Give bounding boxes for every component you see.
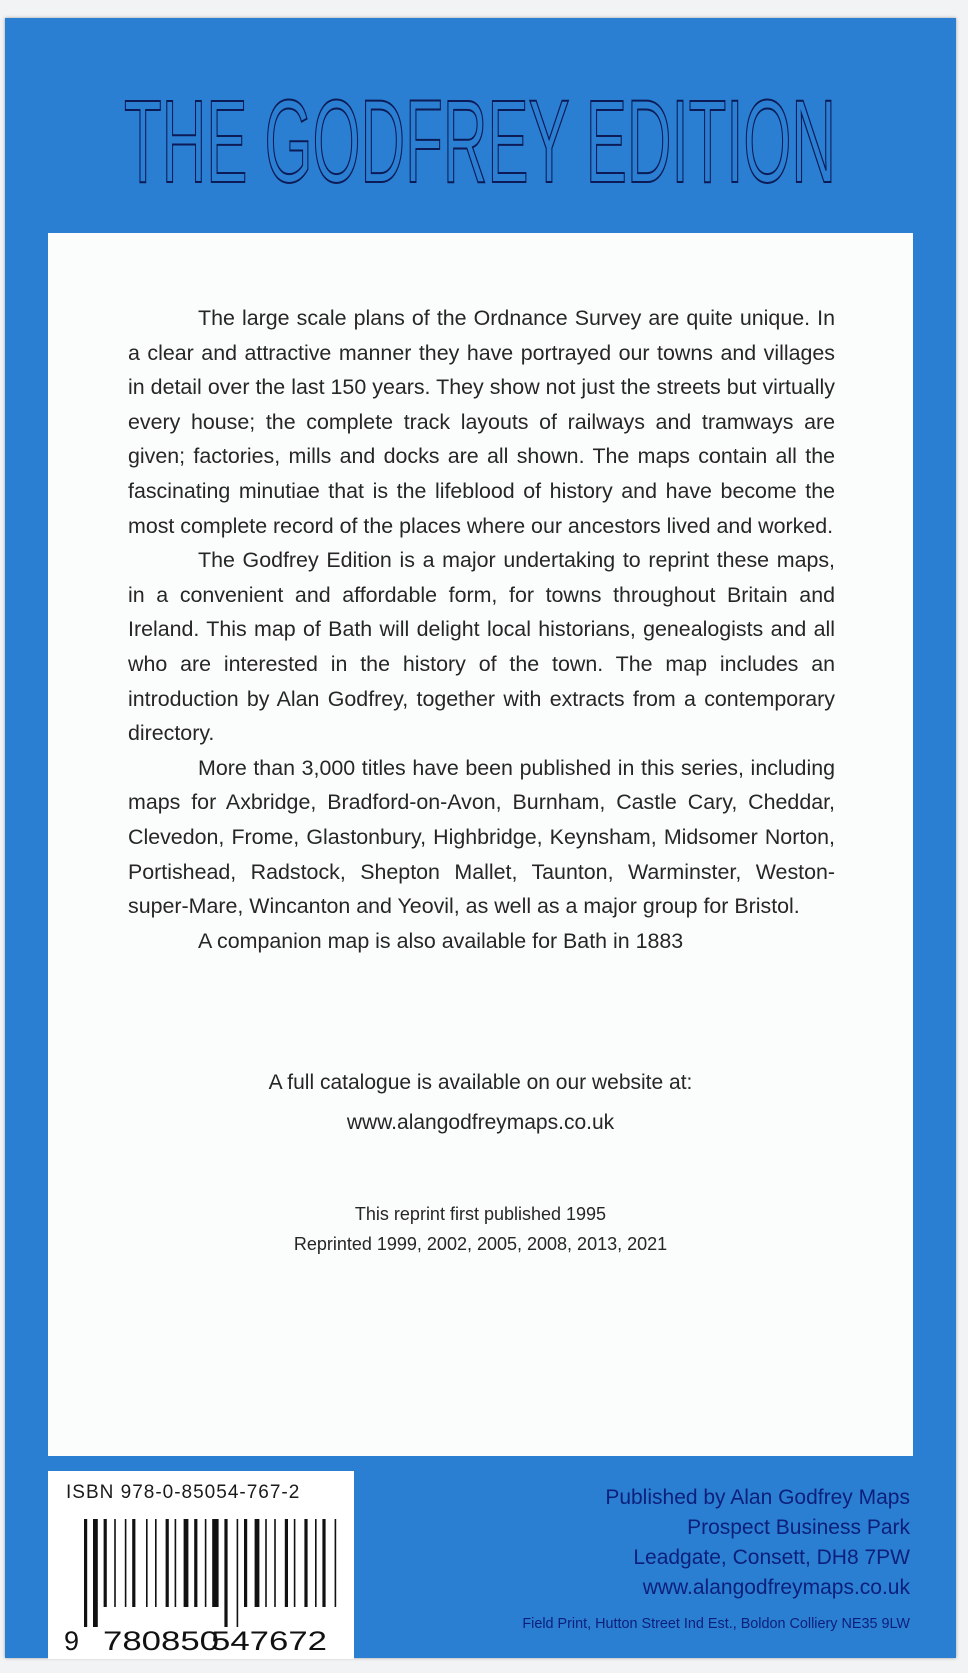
isbn-label: ISBN 978-0-85054-767-2: [66, 1482, 301, 1503]
barcode-bar: [93, 1519, 98, 1627]
barcode-bar: [237, 1519, 239, 1627]
isbn-barcode-box: [48, 1471, 354, 1659]
barcode: [48, 1513, 354, 1659]
edition-title-text: THE GODFREY EDITION: [124, 76, 836, 208]
barcode-bar: [255, 1519, 260, 1607]
publisher-name: Published by Alan Godfrey Maps: [605, 1486, 910, 1509]
barcode-bar: [205, 1519, 207, 1607]
catalogue-info: [48, 1063, 913, 1143]
barcode-digits-left: 780850: [103, 1626, 219, 1656]
barcode-bar: [294, 1519, 296, 1607]
paragraph-edition: The Godfrey Edition is a major undertaking to reprint these maps, in a convenient and affordable form, for towns throughout Britain and Ireland. This map of Bath will delight local historians, genealogists and all who are interested in the history of the town. The map includes an introduction by Alan Godfrey, together with extracts from a contemporary directory.: [128, 548, 835, 746]
barcode-bar: [175, 1519, 177, 1607]
paragraph-companion: A companion map is also available for Bath in 1883: [198, 928, 684, 953]
barcode-bar: [104, 1519, 107, 1607]
reprint-info: [48, 1199, 913, 1259]
barcode-bar: [335, 1519, 337, 1607]
barcode-bar: [304, 1519, 307, 1607]
barcode-bar: [274, 1519, 276, 1607]
barcode-digits-right: 547672: [211, 1626, 327, 1656]
first-published: This reprint first published 1995: [354, 1204, 607, 1224]
paragraph-series: More than 3,000 titles have been published in this series, including maps for Axbridge, Bradford-on-Avon, Burnham, Castle Cary, Cheddar, Clevedon, Frome, Glastonbury, Highbridge, Keynsham, Midsomer Norton, Portishead, Radstock, Shepton Mallet, Taunton, Warminster, Weston-super-Mare, Wincanton and Yeovil, as well as a major group for Bristol.: [128, 755, 835, 919]
barcode-bar: [244, 1519, 247, 1607]
barcode-bar: [166, 1519, 169, 1607]
barcode-bar: [265, 1519, 267, 1607]
barcode-bar: [322, 1519, 325, 1607]
barcode-bar: [212, 1519, 218, 1607]
barcode-bar: [315, 1519, 317, 1607]
barcode-bar: [114, 1519, 116, 1607]
publisher-address-2: Leadgate, Consett, DH8 7PW: [633, 1546, 910, 1569]
barcode-bar: [84, 1519, 87, 1627]
edition-title: [5, 58, 956, 208]
barcode-bar: [155, 1519, 157, 1607]
barcode-bar: [125, 1519, 127, 1607]
barcode-bar: [285, 1519, 288, 1607]
barcode-digit-lead: 9: [64, 1626, 80, 1656]
barcode-bar: [194, 1519, 197, 1607]
description-panel: [48, 233, 913, 1456]
barcode-bar: [184, 1519, 189, 1607]
publisher-website[interactable]: www.alangodfreymaps.co.uk: [642, 1576, 910, 1599]
description-body: [128, 301, 835, 958]
barcode-bar: [132, 1519, 135, 1607]
back-cover: [5, 18, 956, 1658]
website-link[interactable]: www.alangodfreymaps.co.uk: [346, 1111, 615, 1134]
publisher-address-1: Prospect Business Park: [687, 1516, 910, 1539]
publisher-block: [410, 1483, 910, 1603]
barcode-bars: [84, 1519, 336, 1627]
printer-credit: Field Print, Hutton Street Ind Est., Boldon Colliery NE35 9LW: [522, 1616, 910, 1632]
barcode-bar: [146, 1519, 148, 1607]
catalogue-line: A full catalogue is available on our website at:: [268, 1071, 693, 1094]
barcode-bar: [224, 1519, 227, 1627]
reprint-years: Reprinted 1999, 2002, 2005, 2008, 2013, 2021: [293, 1234, 668, 1254]
paragraph-intro: The large scale plans of the Ordnance Survey are quite unique. In a clear and attractive manner they have portrayed our towns and villages in detail over the last 150 years. They show not just the streets but virtually every house; the complete track layouts of railways and tramways are given; factories, mills and docks are all shown. The maps contain all the fascinating minutiae that is the lifeblood of history and have become the most complete record of the places where our ancestors lived and worked.: [128, 306, 835, 538]
